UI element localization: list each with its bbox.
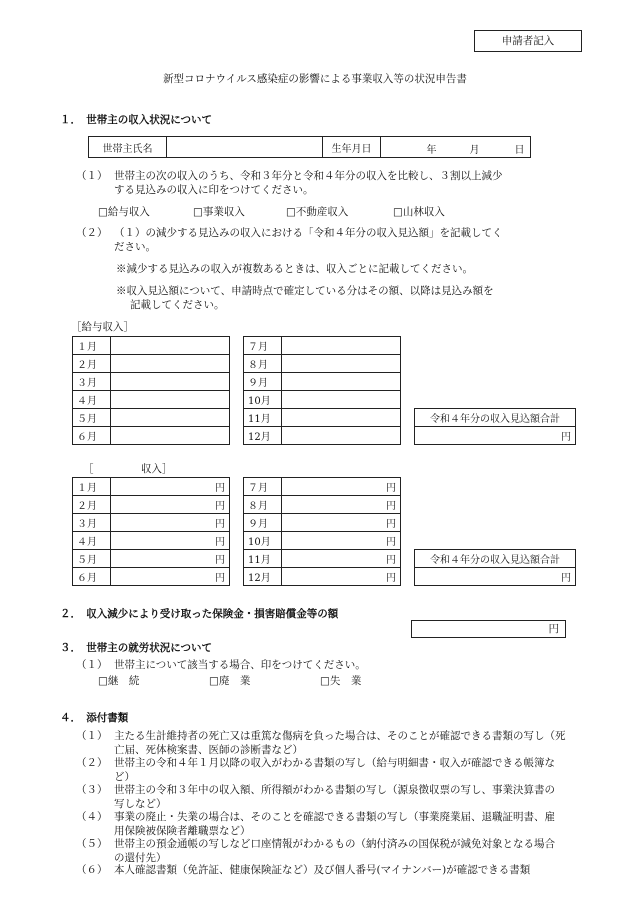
attachment-1-number: （１）	[76, 730, 108, 742]
name-label: 世帯主氏名	[89, 137, 167, 158]
month-label: １月	[73, 337, 111, 355]
page-title: 新型コロナウイルス感染症の影響による事業収入等の状況申告書	[163, 73, 467, 85]
attachment-2-line1: 世帯主の令和４年１月以降の収入がわかる書類の写し（給与明細書・収入が確認できる帳簿な	[114, 757, 555, 769]
q2-number: （２）	[76, 227, 108, 239]
checkbox-label: 廃 業	[218, 675, 251, 687]
other-income-caption-close: 収入］	[141, 463, 173, 475]
total-label: 令和４年分の収入見込額合計	[415, 550, 576, 568]
month-label: ２月	[73, 496, 111, 514]
section-2-heading: ２． 収入減少により受け取った保険金・損害賠償金等の額	[60, 608, 339, 620]
attachment-1-line1: 主たる生計維持者の死亡又は重篤な傷病を負った場合は、そのことが確認できる書類の写し（死	[114, 730, 566, 742]
amount-field[interactable]	[282, 355, 401, 373]
month-label: ５月	[73, 550, 111, 568]
birth-day: 日	[514, 144, 525, 156]
householder-info-table	[88, 136, 531, 158]
insurance-amount-field[interactable]	[411, 620, 566, 638]
amount-field[interactable]	[282, 496, 401, 514]
yen-unit: 円	[215, 573, 225, 584]
month-label: ４月	[73, 532, 111, 550]
month-label: 12月	[244, 568, 282, 586]
attachment-2-line2: ど）	[114, 771, 135, 783]
salary-table-jul-dec	[243, 336, 401, 445]
month-label: ３月	[73, 373, 111, 391]
month-label: 11月	[244, 550, 282, 568]
total-yen: 円	[415, 568, 576, 586]
amount-field[interactable]	[111, 532, 230, 550]
month-label: 11月	[244, 409, 282, 427]
attachment-4-line1: 事業の廃止・失業の場合は、そのことを確認できる書類の写し（事業廃業届、退職証明書、雇	[114, 811, 555, 823]
checkbox-label: 山林収入	[402, 206, 445, 218]
name-field[interactable]	[167, 137, 323, 158]
checkbox-label: 失 業	[329, 675, 362, 687]
income-type-checkbox-business[interactable]: □事業収入	[193, 206, 245, 218]
section-1-heading: １． 世帯主の収入状況について	[60, 114, 213, 126]
attachment-4-line2: 用保険被保険者離職票など）	[114, 825, 251, 837]
q1-text-line2: する見込みの収入に印をつけてください。	[114, 184, 314, 196]
other-income-table-jul-dec	[243, 477, 401, 586]
month-label: ７月	[244, 337, 282, 355]
month-label: ８月	[244, 496, 282, 514]
q2-text-line1: （１）の減少する見込みの収入における「令和４年分の収入見込額」を記載してく	[114, 227, 503, 239]
amount-field[interactable]	[282, 409, 401, 427]
attachment-6-line1: 本人確認書類（免許証、健康保険証など）及び個人番号(マイナンバー)が確認できる書類	[114, 864, 531, 876]
month-label: ６月	[73, 568, 111, 586]
month-label: ５月	[73, 409, 111, 427]
amount-field[interactable]	[111, 514, 230, 532]
amount-field[interactable]	[282, 514, 401, 532]
yen-unit: 円	[215, 501, 225, 512]
month-label: ９月	[244, 373, 282, 391]
month-label: 12月	[244, 427, 282, 445]
amount-field[interactable]	[111, 373, 230, 391]
total-yen: 円	[415, 427, 576, 445]
s3-question-text: 世帯主について該当する場合、印をつけてください。	[114, 659, 366, 671]
q1-text-line1: 世帯主の次の収入のうち、令和３年分と令和４年分の収入を比較し、３割以上減少	[114, 170, 503, 182]
attachment-3-line1: 世帯主の令和３年中の収入額、所得額がわかる書類の写し（源泉徴収票の写し、事業決算書の	[114, 784, 555, 796]
s3-question-number: （１）	[76, 659, 108, 671]
amount-field[interactable]	[282, 568, 401, 586]
yen-unit: 円	[215, 519, 225, 530]
checkbox-label: 継 続	[107, 675, 140, 687]
checkbox-label: 給与収入	[107, 206, 150, 218]
amount-field[interactable]	[111, 427, 230, 445]
other-income-total-box[interactable]	[414, 549, 576, 586]
attachment-3-line2: 写しなど）	[114, 798, 167, 810]
month-label: 10月	[244, 532, 282, 550]
amount-field[interactable]	[282, 550, 401, 568]
amount-field[interactable]	[282, 427, 401, 445]
amount-field[interactable]	[282, 391, 401, 409]
attachment-3-number: （３）	[76, 784, 108, 796]
checkbox-label: 事業収入	[202, 206, 245, 218]
employment-checkbox-unemployed[interactable]: □失 業	[320, 675, 362, 687]
note-multiple-incomes: ※減少する見込みの収入が複数あるときは、収入ごとに記載してください。	[116, 263, 473, 275]
yen-unit: 円	[386, 501, 396, 512]
income-type-checkbox-salary[interactable]: □給与収入	[98, 206, 150, 218]
birth-month: 月	[469, 144, 480, 156]
q1-number: （１）	[76, 170, 108, 182]
yen-unit: 円	[386, 537, 396, 548]
employment-checkbox-continue[interactable]: □継 続	[98, 675, 140, 687]
checkbox-label: 不動産収入	[295, 206, 349, 218]
attachment-5-line2: の還付先）	[114, 852, 167, 864]
month-label: ９月	[244, 514, 282, 532]
birth-label: 生年月日	[323, 137, 381, 158]
q2-text-line2: ださい。	[114, 241, 156, 253]
applicant-badge	[474, 30, 582, 52]
salary-caption: ［給与収入］	[71, 321, 134, 333]
employment-checkbox-closed[interactable]: □廃 業	[209, 675, 251, 687]
attachment-4-number: （４）	[76, 811, 108, 823]
yen-unit: 円	[386, 555, 396, 566]
amount-field[interactable]	[282, 478, 401, 496]
applicant-badge-label: 申請者記入	[501, 35, 555, 47]
month-label: ７月	[244, 478, 282, 496]
other-income-table-jan-jun	[72, 477, 230, 586]
amount-field[interactable]	[282, 373, 401, 391]
amount-field[interactable]	[111, 391, 230, 409]
insurance-amount-yen: 円	[548, 623, 559, 635]
income-type-checkbox-realestate[interactable]: □不動産収入	[286, 206, 349, 218]
yen-unit: 円	[386, 519, 396, 530]
amount-field[interactable]	[282, 337, 401, 355]
month-label: １月	[73, 478, 111, 496]
note-estimate-line1: ※収入見込額について、申請時点で確定している分はその額、以降は見込み額を	[116, 285, 494, 297]
amount-field[interactable]	[111, 550, 230, 568]
total-label: 令和４年分の収入見込額合計	[415, 409, 576, 427]
income-type-checkbox-forestry[interactable]: □山林収入	[393, 206, 445, 218]
yen-unit: 円	[215, 537, 225, 548]
salary-total-box[interactable]	[414, 408, 576, 445]
amount-field[interactable]	[111, 355, 230, 373]
month-label: ３月	[73, 514, 111, 532]
month-label: ２月	[73, 355, 111, 373]
yen-unit: 円	[386, 483, 396, 494]
note-estimate-line2: 記載してください。	[130, 299, 225, 311]
yen-unit: 円	[215, 555, 225, 566]
attachment-2-number: （２）	[76, 757, 108, 769]
attachment-5-line1: 世帯主の預金通帳の写しなど口座情報がわかるもの（納付済みの国保税が減免対象となる場合	[114, 838, 555, 850]
month-label: ６月	[73, 427, 111, 445]
section-3-heading: ３． 世帯主の就労状況について	[60, 642, 213, 654]
attachment-6-number: （６）	[76, 864, 108, 876]
birth-field[interactable]	[381, 137, 531, 158]
month-label: ８月	[244, 355, 282, 373]
birth-year: 年	[426, 144, 437, 156]
month-label: ４月	[73, 391, 111, 409]
attachment-5-number: （５）	[76, 838, 108, 850]
amount-field[interactable]	[282, 532, 401, 550]
amount-field[interactable]	[111, 337, 230, 355]
month-label: 10月	[244, 391, 282, 409]
amount-field[interactable]	[111, 496, 230, 514]
salary-table-jan-jun	[72, 336, 230, 445]
yen-unit: 円	[386, 573, 396, 584]
amount-field[interactable]	[111, 409, 230, 427]
attachment-1-line2: 亡届、死体検案書、医師の診断書など）	[114, 744, 303, 756]
yen-unit: 円	[215, 483, 225, 494]
other-income-caption-open: ［	[83, 463, 94, 475]
amount-field[interactable]	[111, 568, 230, 586]
section-4-heading: ４． 添付書類	[60, 712, 129, 724]
amount-field[interactable]	[111, 478, 230, 496]
